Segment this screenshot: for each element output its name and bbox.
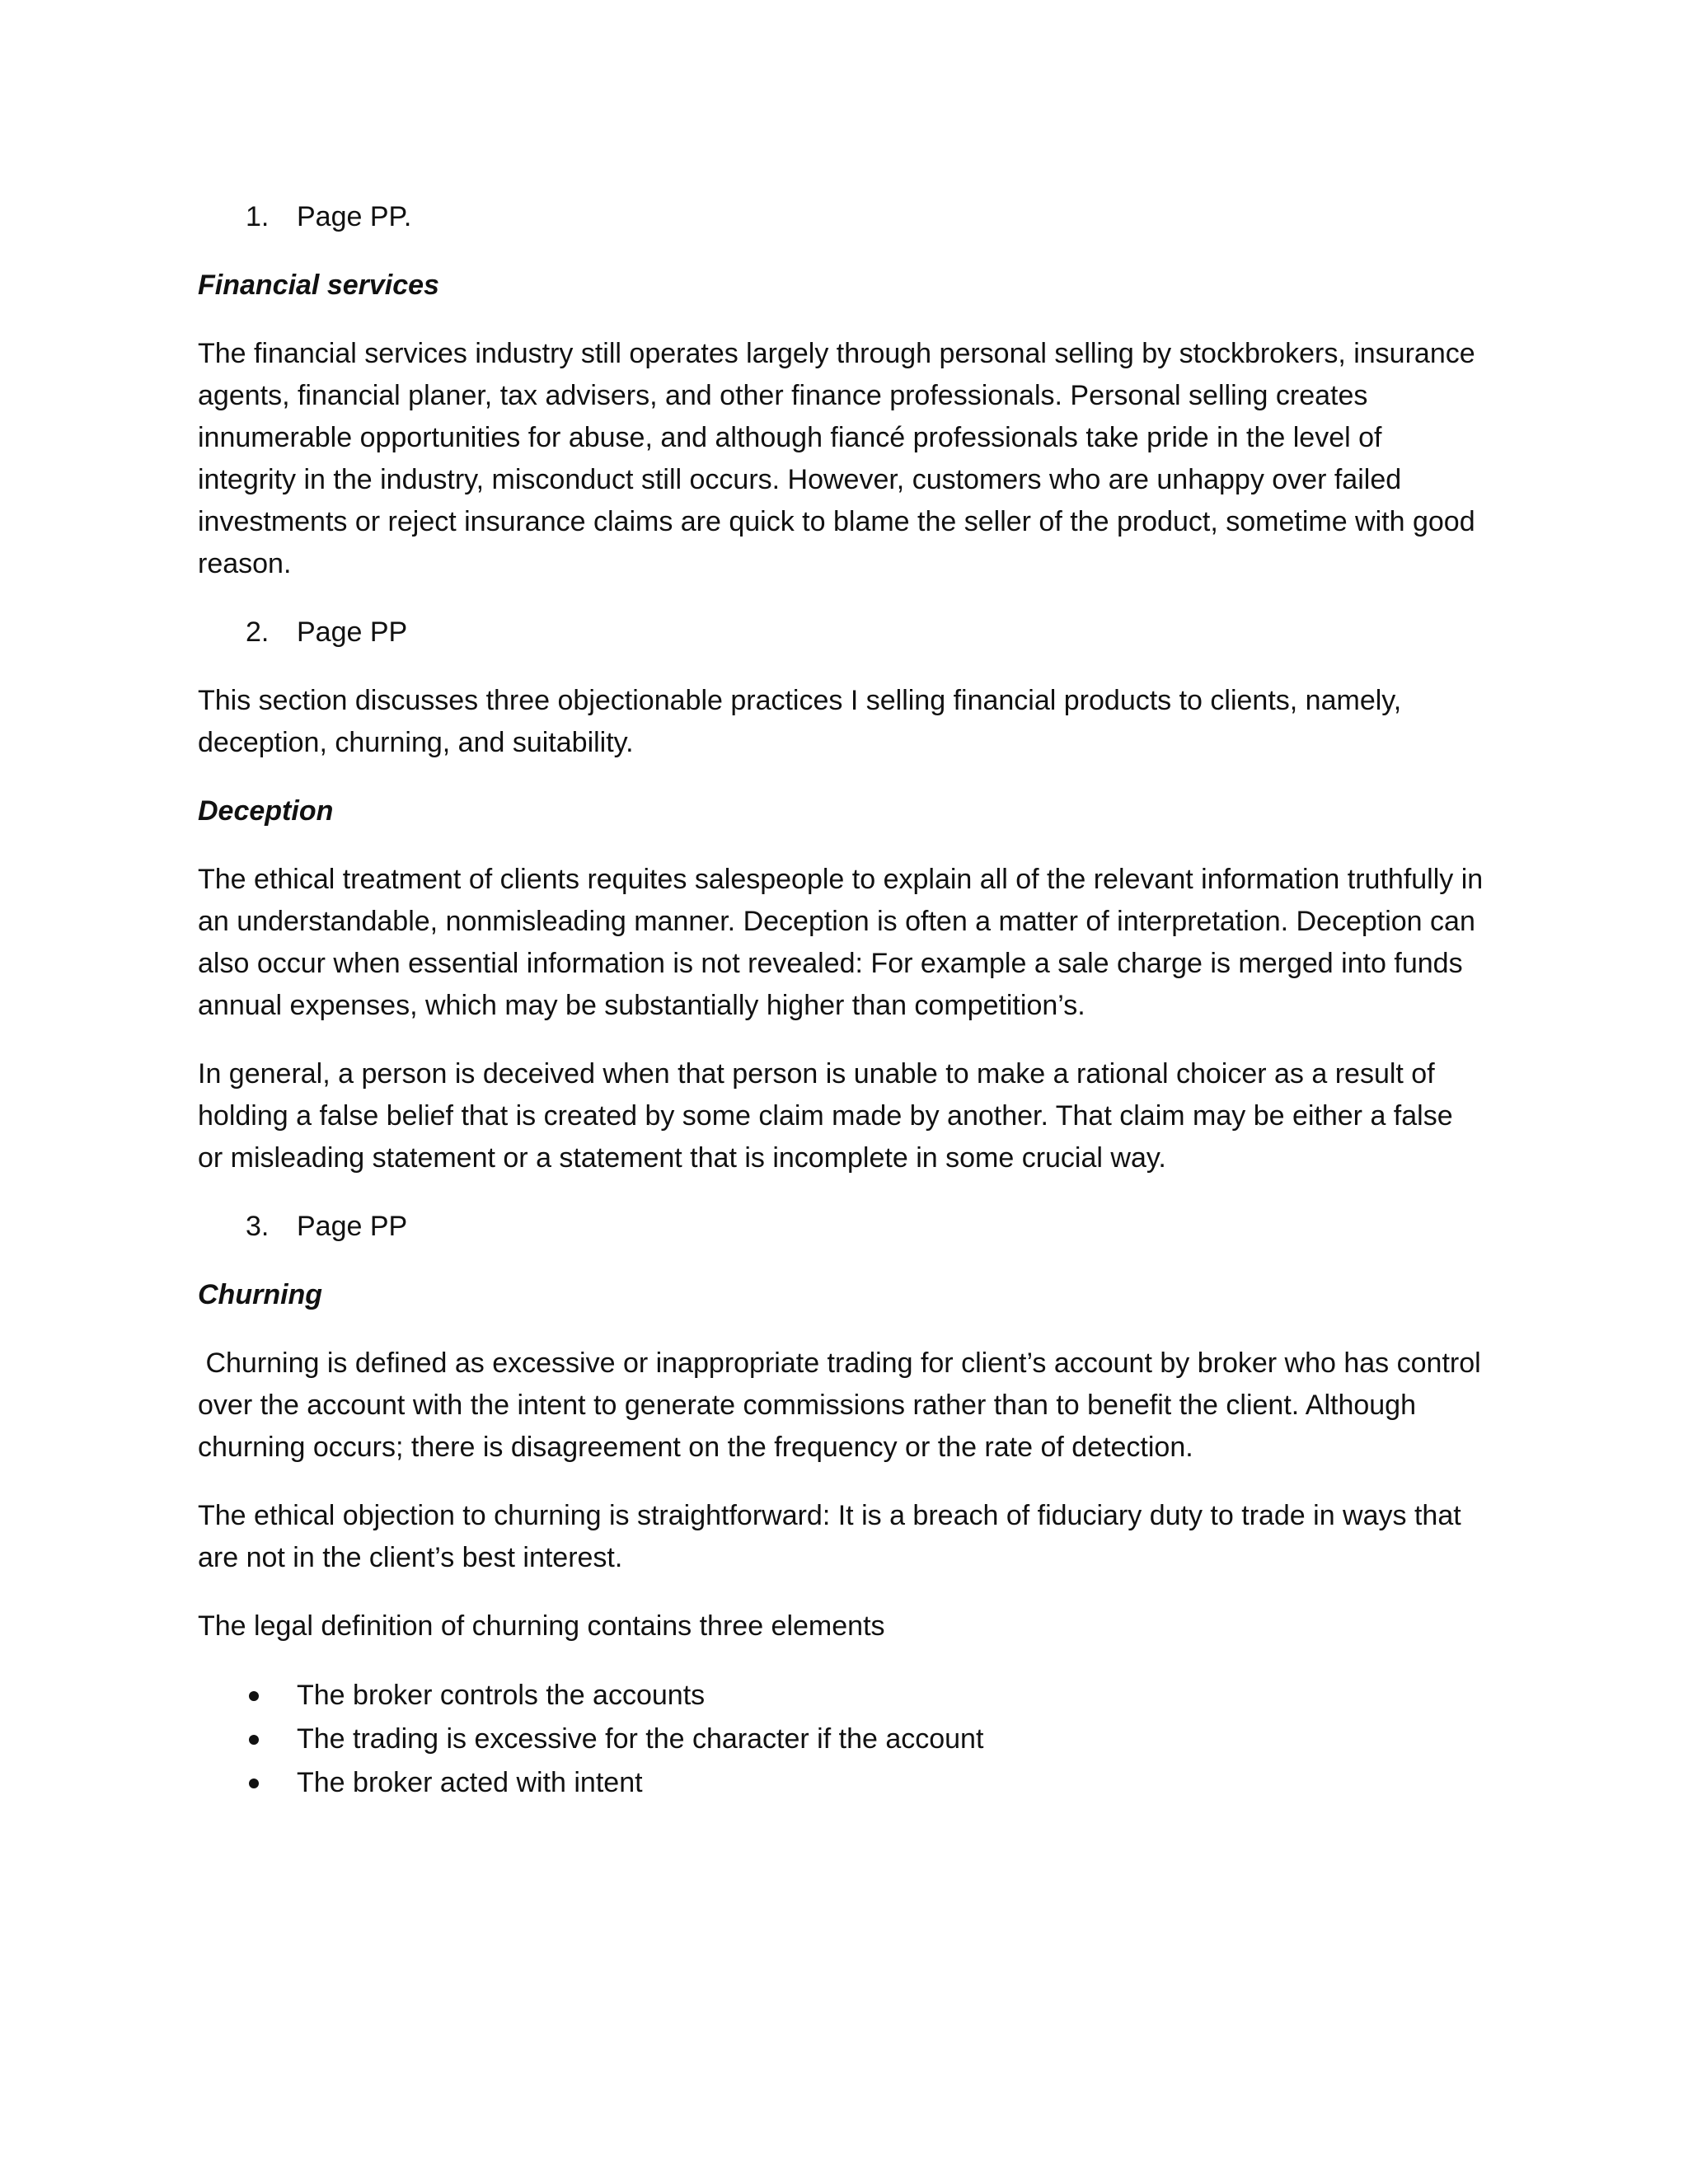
heading-financial-services: Financial services (198, 269, 439, 301)
document-page (198, 196, 1489, 1805)
item-number: 3. (246, 1211, 270, 1242)
item-number: 1. (246, 201, 270, 232)
paragraph: The financial services industry still operates largely through personal selling by stockbrokers, insurance agents, financial planer, tax advisers, and other finance professionals. Personal selling creates innumerable opportunities for abuse, and although fiancé professionals take pride in the level of integrity in the industry, misconduct still occurs. However, customers who are unhappy over failed investments or reject insurance claims are quick to blame the seller of the product, sometime with good reason. (198, 338, 1475, 579)
numbered-item-1 (198, 196, 1484, 238)
paragraph: Churning is defined as excessive or inappropriate trading for client’s account by broker who has control over the account with the intent to generate commissions rather than to benefit the client. Although churning occurs; there is disagreement on the frequency or the rate of detection. (198, 1347, 1489, 1463)
item-number: 2. (246, 616, 270, 648)
bullet-icon (249, 1735, 259, 1745)
list-item-text: The broker controls the accounts (297, 1680, 706, 1711)
paragraph-intro: This section discusses three objectionable practices I selling financial products to clients, namely, deception, churning, and suitability. (198, 685, 1402, 758)
numbered-item-2 (198, 612, 1484, 654)
paragraph: The legal definition of churning contains three elements (198, 1610, 885, 1642)
list-item (198, 1761, 1484, 1805)
heading-deception: Deception (198, 795, 334, 827)
item-text: Page PP (297, 1211, 408, 1242)
heading-churning: Churning (198, 1279, 323, 1310)
paragraph: The ethical objection to churning is straightforward: It is a breach of fiduciary duty to trade in ways that are not in the client’s best interest. (198, 1500, 1461, 1573)
bullet-icon (249, 1691, 259, 1701)
list-item-text: The trading is excessive for the character if the account (297, 1723, 984, 1755)
list-item (198, 1718, 1484, 1761)
bullet-list (198, 1674, 1484, 1805)
bullet-icon (249, 1779, 259, 1788)
list-item (198, 1674, 1484, 1718)
item-text: Page PP (297, 616, 408, 648)
paragraph: In general, a person is deceived when that person is unable to make a rational choicer as a result of holding a false belief that is created by some claim made by another. That claim may be either a false or misleading statement or a statement that is incomplete in some crucial way. (198, 1058, 1453, 1174)
item-text: Page PP. (297, 201, 412, 232)
numbered-item-3 (198, 1206, 1484, 1248)
paragraph: The ethical treatment of clients requites salespeople to explain all of the relevant information truthfully in an understandable, nonmisleading manner. Deception is often a matter of interpretation. Deception can also occur when essential information is not revealed: For example a sale charge is merged into funds annual expenses, which may be substantially higher than competition’s. (198, 864, 1484, 1021)
list-item-text: The broker acted with intent (297, 1767, 643, 1798)
